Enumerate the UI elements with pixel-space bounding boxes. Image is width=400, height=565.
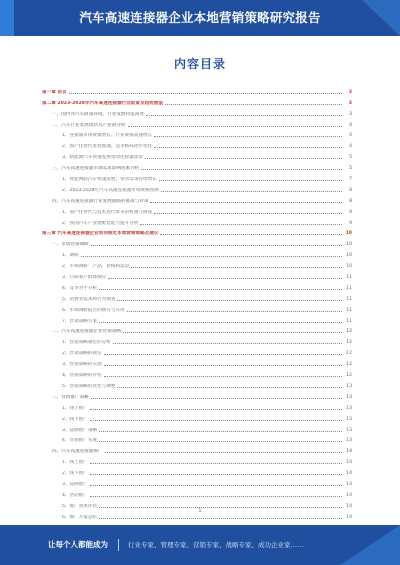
toc-entry-page: 11 (346, 285, 352, 291)
toc-entry-page: 14 (346, 503, 352, 509)
toc-entry-title: 1、智能网联汽车快速发展，带动需求持续增长 (62, 177, 157, 183)
toc-entry[interactable] (42, 236, 352, 247)
toc-entry[interactable] (42, 106, 352, 117)
toc-entry[interactable] (42, 117, 352, 128)
toc-entry-title: 4、营销策略的评估 (62, 373, 102, 379)
toc-entry[interactable] (42, 160, 352, 171)
toc-leader-dots (165, 104, 342, 105)
toc-entry-page: 9 (349, 220, 352, 226)
toc-entry-title: 第三章 汽车高速连接器企业如何制定本地营销策略及建议 (42, 231, 159, 237)
toc-entry-page: 3 (349, 111, 352, 117)
toc-entry-page: 12 (346, 362, 352, 368)
toc-entry-title: 5、消费者需求和行为调查 (62, 296, 116, 302)
toc-leader-dots (90, 485, 342, 486)
toc-entry-title: 4、竞争对手分析 (62, 285, 98, 291)
toc-entry-page: 14 (346, 481, 352, 487)
toc-entry-title: 2、营销策略的制定 (62, 351, 102, 357)
toc-entry-page: 12 (346, 329, 352, 335)
toc-entry[interactable] (42, 291, 352, 302)
toc-entry-page: 5 (349, 155, 352, 161)
toc-entry[interactable] (42, 334, 352, 345)
toc-entry-title: 6、市场调研报告的撰写与应用 (62, 307, 125, 313)
toc-entry[interactable] (42, 138, 352, 149)
toc-entry[interactable] (42, 465, 352, 476)
toc-leader-dots (104, 376, 342, 377)
toc-entry[interactable] (42, 487, 352, 498)
toc-entry-title: 2、2023-2028年汽车高速连接器市场规模预测 (62, 187, 159, 193)
toc-leader-dots (154, 147, 342, 148)
toc-entry-page: 9 (349, 209, 352, 215)
toc-entry-page: 14 (346, 449, 352, 455)
report-title: 汽车高速连接器企业本地营销策略研究报告 (79, 10, 321, 25)
toc-entry[interactable] (42, 313, 352, 324)
toc-entry-page: 8 (349, 187, 352, 193)
toc-entry[interactable] (42, 345, 352, 356)
toc-entry-page: 4 (349, 144, 352, 150)
toc-entry-page: 8 (349, 198, 352, 204)
toc-entry-title: 第二章 2023-2028年汽车高速连接器行业前景及趋势展望 (42, 100, 163, 106)
toc-entry[interactable] (42, 411, 352, 422)
toc-entry-title: 一、国内外汽车政策环境、行业发展特征简述 (52, 111, 144, 117)
toc-entry[interactable] (42, 356, 352, 367)
toc-leader-dots (99, 322, 342, 323)
footer-banner (0, 525, 400, 565)
toc-leader-dots (154, 213, 342, 214)
toc-entry-title: 一、市场营销调研 (52, 242, 89, 248)
toc-leader-dots (90, 474, 342, 475)
toc-leader-dots (159, 180, 342, 181)
page-number: 1 (198, 508, 202, 514)
toc-entry-page: 3 (348, 100, 352, 106)
toc-leader-dots (99, 431, 342, 432)
toc-leader-dots (99, 289, 342, 290)
toc-entry-page: 5 (349, 166, 352, 172)
toc-entry-page: 13 (346, 394, 352, 400)
toc-entry-title: 2、线下推广 (62, 416, 88, 422)
toc-leader-dots (117, 300, 342, 301)
toc-entry-page: 13 (346, 383, 352, 389)
toc-entry-title: 1、营销策略制定的分析 (62, 340, 111, 346)
toc-entry-title: 3、营销策略的实施 (62, 362, 102, 368)
toc-entry-title: 3、新能源汽车快速发展带动连接器需求 (62, 155, 144, 161)
toc-entry-title: 四、汽车高速连接器行业发展面临的挑战与对策 (52, 198, 149, 204)
toc-entry-page: 10 (345, 231, 352, 237)
toc-entry[interactable] (42, 280, 352, 291)
toc-entry-page: 12 (346, 340, 352, 346)
toc-entry-page: 7 (349, 177, 352, 183)
toc-entry-page: 4 (349, 133, 352, 139)
toc-entry-page: 14 (346, 514, 352, 520)
toc-leader-dots (81, 256, 342, 257)
toc-leader-dots (104, 354, 342, 355)
toc-entry-page: 10 (346, 253, 352, 259)
toc-entry-title: 1、调研 (62, 253, 79, 259)
toc-entry-title: 2、线下推广 (62, 471, 88, 477)
toc-entry-title: 2、我国汽车产业链配套能力提升分析 (62, 220, 139, 226)
toc-entry-page: 4 (349, 122, 352, 128)
toc-entry-title: 4、营销推广实施 (62, 438, 98, 444)
toc-entry-title: 1、线上推广 (62, 460, 88, 466)
toc-leader-dots (91, 398, 342, 399)
toc-entry[interactable] (42, 128, 352, 139)
toc-entry[interactable] (42, 149, 352, 160)
toc-entry-page: 12 (346, 351, 352, 357)
toc-entry-title: 二、汽车高速连接器企业营销策略 (52, 329, 121, 335)
toc-entry[interactable] (42, 193, 352, 204)
toc-entry-title: 三、汽车高速连接器市场需求影响因素分析 (52, 166, 140, 172)
toc-entry[interactable] (42, 84, 352, 95)
toc-entry[interactable] (42, 95, 352, 106)
toc-entry-title: 1、国产化替代与技术迭代带来的机遇与挑战 (62, 209, 153, 215)
toc-entry-page: 13 (346, 438, 352, 444)
toc-entry-title: 四、汽车高速连接器推广 (52, 449, 103, 455)
toc-entry-page: 11 (346, 275, 352, 281)
toc-entry-page: 13 (346, 405, 352, 411)
toc-leader-dots (105, 452, 342, 453)
toc-leader-dots (90, 463, 342, 464)
toc-leader-dots (146, 115, 342, 116)
toc-entry-page: 13 (346, 416, 352, 422)
toc-leader-dots (99, 441, 342, 442)
toc-entry[interactable] (42, 247, 352, 258)
toc-entry-page: 12 (346, 373, 352, 379)
toc-leader-dots (113, 343, 342, 344)
footer-slogan: 让每个人都能成为 (48, 540, 108, 549)
toc-heading: 内容目录 (173, 57, 226, 71)
toc-leader-dots (128, 126, 342, 127)
toc-leader-dots (99, 518, 342, 519)
toc-leader-dots (131, 267, 342, 268)
toc-leader-dots (117, 387, 342, 388)
toc-entry[interactable] (42, 400, 352, 411)
toc-leader-dots (123, 332, 342, 333)
toc-entry-title: 第一章 前言 (42, 89, 67, 95)
toc-entry-title: 6、推广方案总结 (62, 514, 98, 520)
toc-entry-page: 14 (346, 492, 352, 498)
toc-entry[interactable] (42, 171, 352, 182)
toc-leader-dots (90, 420, 342, 421)
toc-entry-title: 1、连接器市场规模增长、行业规模高速增长 (62, 133, 153, 139)
toc-entry-page: 11 (346, 307, 352, 313)
toc-entry[interactable] (42, 182, 352, 193)
toc-entry[interactable] (42, 324, 352, 335)
toc-entry[interactable] (42, 454, 352, 465)
toc-entry-title: 5、推广效果评估 (62, 503, 98, 509)
toc-entry[interactable] (42, 204, 352, 215)
toc-entry[interactable] (42, 443, 352, 454)
toc-entry[interactable] (42, 269, 352, 280)
footer-tagline: 行业专家、管理专家、营销专家、战略专家、成功企业家…… (128, 541, 304, 549)
toc-entry[interactable] (42, 226, 352, 237)
toc-leader-dots (150, 202, 342, 203)
toc-leader-dots (104, 365, 342, 366)
toc-entry-page: 11 (346, 318, 352, 324)
toc-entry-page: 10 (346, 264, 352, 270)
toc-entry-title: 3、目标客户群体细分 (62, 275, 107, 281)
toc-entry-title: 5、营销策略的优化与调整 (62, 383, 116, 389)
footer-corner-decoration (340, 525, 400, 565)
toc-entry-page: 3 (348, 89, 352, 95)
toc-entry-page: 14 (346, 471, 352, 477)
toc-entry-title: 1、线上推广 (62, 405, 88, 411)
toc-entry-page: 14 (346, 460, 352, 466)
toc-entry-title: 7、营销策略方案 (62, 318, 98, 324)
header-banner (0, 0, 400, 36)
toc-entry-title: 2、市场调研：产品、价格和渠道 (62, 264, 130, 270)
toc-leader-dots (91, 245, 342, 246)
toc-leader-dots (145, 158, 342, 159)
toc-entry-title: 3、品牌推广策略 (62, 427, 98, 433)
toc-entry-title: 3、品牌推广 (62, 481, 88, 487)
toc-leader-dots (161, 191, 342, 192)
toc-entry[interactable] (42, 367, 352, 378)
toc-entry[interactable] (42, 389, 352, 400)
toc-leader-dots (108, 278, 342, 279)
toc-leader-dots (160, 234, 342, 235)
footer-separator (118, 539, 119, 551)
toc-entry-page: 11 (346, 296, 352, 302)
toc-entry[interactable] (42, 433, 352, 444)
toc-entry-title: 4、活动推广 (62, 492, 88, 498)
toc-entry[interactable] (42, 302, 352, 313)
toc-entry-title: 三、营销推广策略 (52, 394, 89, 400)
toc-entry[interactable] (42, 476, 352, 487)
toc-entry[interactable] (42, 378, 352, 389)
toc-entry[interactable] (42, 258, 352, 269)
toc-entry-page: 13 (346, 427, 352, 433)
toc-entry-page: 10 (346, 242, 352, 248)
toc-entry[interactable] (42, 422, 352, 433)
table-of-contents (42, 84, 352, 520)
toc-entry[interactable] (42, 215, 352, 226)
toc-leader-dots (140, 224, 342, 225)
toc-leader-dots (141, 169, 342, 170)
toc-leader-dots (69, 93, 342, 94)
toc-leader-dots (90, 409, 342, 410)
toc-entry-title: 二、汽车行业发展现状及产业链分析 (52, 122, 126, 128)
toc-leader-dots (127, 311, 342, 312)
toc-leader-dots (154, 136, 342, 137)
toc-entry-title: 2、国产化替代进程加速、竞争格局逐步优化 (62, 144, 153, 150)
toc-leader-dots (90, 496, 342, 497)
